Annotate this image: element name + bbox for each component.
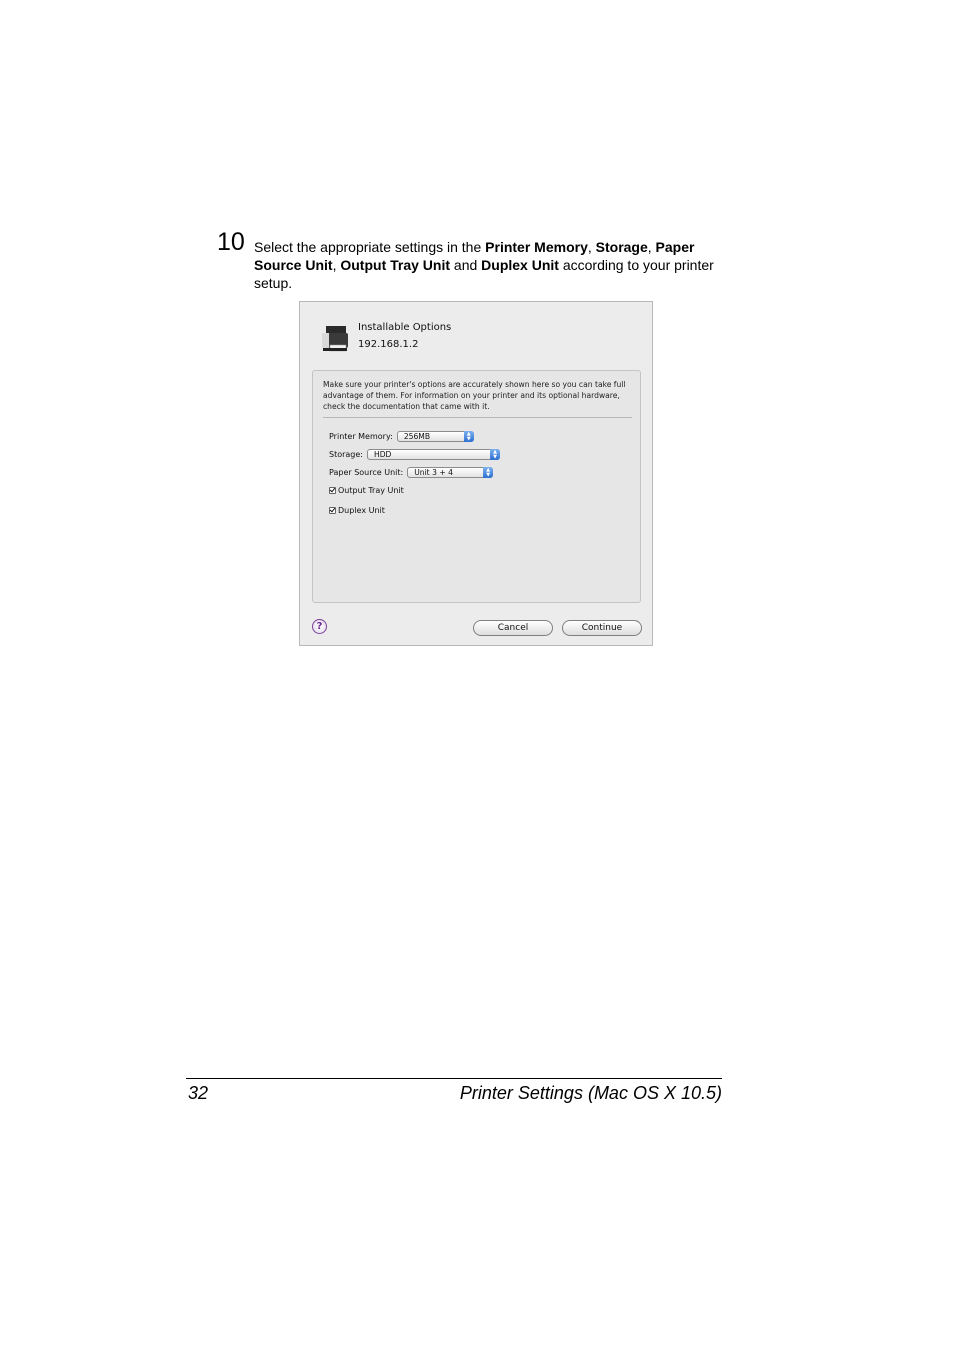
instruction-term: Output Tray Unit (340, 257, 451, 273)
step-number: 10 (217, 228, 245, 256)
step-instruction (254, 238, 724, 292)
printer-address: 192.168.1.2 (358, 339, 419, 350)
storage-popup[interactable] (367, 449, 500, 460)
printer-memory-value: 256MB (403, 432, 431, 441)
dialog-title: Installable Options (358, 322, 452, 333)
paper-source-value: Unit 3 + 4 (414, 468, 453, 477)
paper-source-row (329, 467, 493, 478)
output-tray-checkbox[interactable] (329, 486, 404, 495)
duplex-unit-label: Duplex Unit (338, 506, 385, 515)
divider (323, 417, 632, 418)
instruction-text: Select the appropriate settings in the (254, 239, 486, 255)
instruction-term: Storage (595, 239, 648, 255)
continue-button[interactable]: Continue (562, 620, 642, 636)
storage-label: Storage: (329, 450, 363, 459)
printer-icon (319, 323, 351, 355)
updown-arrows-icon: ▲ ▼ (464, 431, 474, 442)
page-number: 32 (188, 1083, 209, 1103)
checkbox-checked-icon[interactable] (329, 487, 336, 494)
cancel-button[interactable]: Cancel (473, 620, 553, 636)
instruction-term: Paper Source Unit (254, 239, 695, 273)
section-title: Printer Settings (Mac OS X 10.5) (459, 1083, 722, 1103)
updown-arrows-icon: ▲ ▼ (483, 467, 493, 478)
paper-source-label: Paper Source Unit: (329, 468, 404, 477)
storage-row (329, 449, 500, 460)
options-panel (312, 370, 641, 603)
instruction-text: , (647, 239, 656, 255)
duplex-unit-checkbox[interactable] (329, 506, 385, 515)
instruction-term: Printer Memory (485, 239, 588, 255)
printer-memory-label: Printer Memory: (329, 432, 393, 441)
instruction-text: and (450, 257, 482, 273)
instruction-text: according to your printer setup. (254, 257, 714, 291)
updown-arrows-icon: ▲ ▼ (490, 449, 500, 460)
instruction-text: , (587, 239, 596, 255)
help-icon[interactable]: ? (312, 619, 327, 634)
output-tray-label: Output Tray Unit (338, 486, 404, 495)
checkbox-checked-icon[interactable] (329, 507, 336, 514)
installable-options-dialog (299, 301, 653, 646)
instruction-text: , (332, 257, 341, 273)
storage-value: HDD (374, 450, 392, 459)
printer-memory-row (329, 431, 474, 442)
instruction-term: Duplex Unit (481, 257, 559, 273)
options-description: Make sure your printer's options are accurately shown here so you can take full advantage of them. For information on your printer and its optional hardware, check the documentation that came with it. (323, 380, 626, 411)
paper-source-popup[interactable] (407, 467, 493, 478)
printer-memory-popup[interactable] (397, 431, 474, 442)
footer-rule (186, 1078, 722, 1079)
